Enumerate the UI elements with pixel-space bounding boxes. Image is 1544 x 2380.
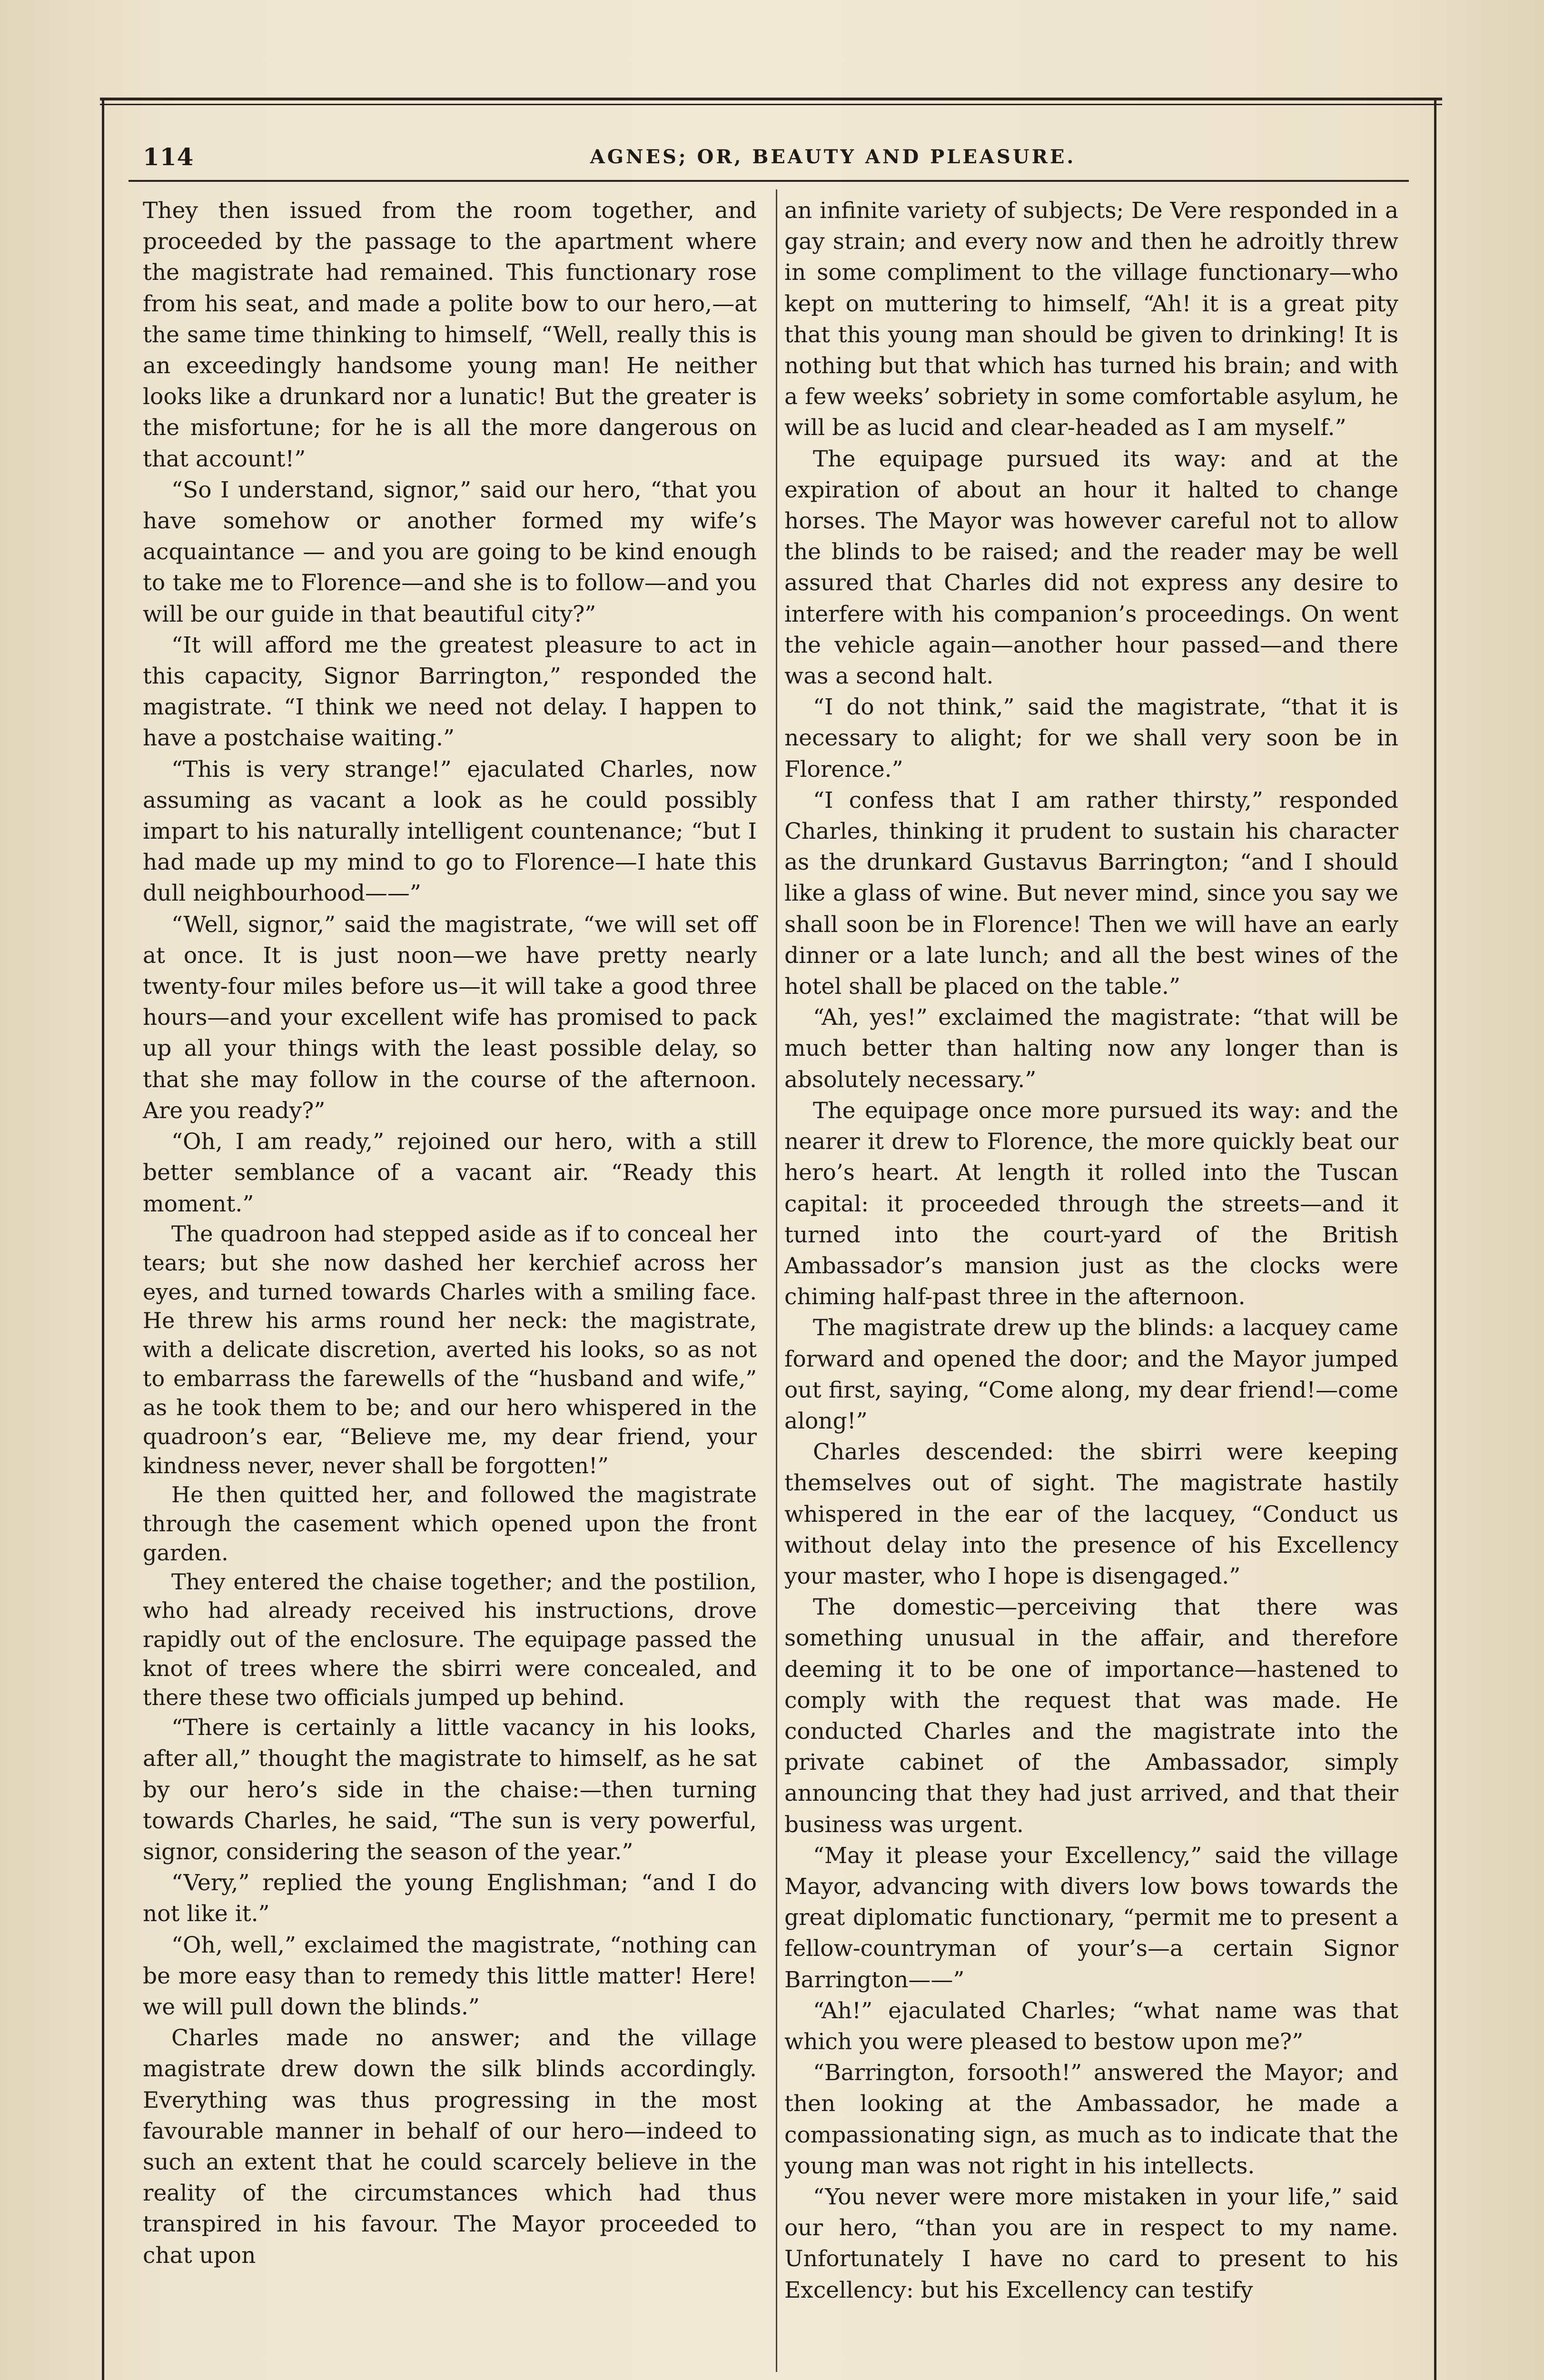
paragraph: They then issued from the room together, and proceeded by the passage to the apartment where the magistrate had remained. This functionary rose from his seat, and made a polite bow to our hero,—at the same time thinking to himself, “Well, really this is an exceedingly handsome young man! He neither looks like a drunkard nor a lunatic! But the greater is the misfortune; for he is all the more dangerous on that account!” — [143, 198, 757, 472]
paragraph: “Ah!” ejaculated Charles; “what name was that which you were pleased to bestow upon me?” — [784, 1997, 1398, 2055]
paragraph: The magistrate drew up the blinds: a lacquey came forward and opened the door; and the Mayor jumped out first, saying, “Come along, my dear friend!—come along!” — [784, 1315, 1398, 1434]
running-title: AGNES; OR, BEAUTY AND PLEASURE. — [590, 146, 1076, 168]
column-divider — [776, 189, 777, 2372]
paragraph: “So I understand, signor,” said our hero, “that you have somehow or another formed my wife’s acquaintance — and you are going to be kind enough to take me to Florence—and she is to follow—and you will be our guide in that beautiful city?” — [143, 476, 757, 627]
paragraph: The quadroon had stepped aside as if to conceal her tears; but she now dashed her kerchief across her eyes, and turned towards Charles with a smiling face. He threw his arms round her neck: the magistrate, with a delicate discretion, averted his looks, so as not to embarrass the farewells of the “husband and wife,” as he took them to be; and our hero whispered in the quadroon’s ear, “Believe me, my dear friend, your kindness never, never shall be forgotten!” — [143, 1220, 757, 1478]
paragraph: The domestic—perceiving that there was something unusual in the affair, and therefore deeming it to be one of importance—hastened to comply with the request that was made. He conducted Charles and the magistrate into the private cabinet of the Ambassador, simply announcing that they had just arrived, and that their business was urgent. — [784, 1594, 1398, 1838]
paragraph: “Very,” replied the young Englishman; “and I do not like it.” — [143, 1870, 757, 1927]
paragraph: “There is certainly a little vacancy in his looks, after all,” thought the magistrate to himself, as he sat by our hero’s side in the chaise:—then turning towards Charles, he said, “The sun is very powerful, signor, considering the season of the year.” — [143, 1715, 757, 1865]
paragraph: “I do not think,” said the magistrate, “that it is necessary to alight; for we shall very soon be in Florence.” — [784, 694, 1398, 783]
paragraph: Charles made no answer; and the village magistrate drew down the silk blinds accordingly. Everything was thus progressing in the most favourable manner in behalf of our hero—indeed to such an extent that he could scarcely believe in the reality of the circumstances which had thus transpired in his favour. The Mayor proceeded to chat upon — [143, 2025, 757, 2269]
paragraph: “Ah, yes!” exclaimed the magistrate: “that will be much better than halting now any longer than is absolutely necessary.” — [784, 1004, 1398, 1093]
paragraph: “Oh, I am ready,” rejoined our hero, with a still better semblance of a vacant air. “Ready this moment.” — [143, 1129, 757, 1217]
paragraph: Charles descended: the sbirri were keeping themselves out of sight. The magistrate hastily whispered in the ear of the lacquey, “Conduct us without delay into the presence of his Excellency your master, who I hope is disengaged.” — [784, 1439, 1398, 1589]
paragraph: “Oh, well,” exclaimed the magistrate, “nothing can be more easy than to remedy this little matter! Here! we will pull down the blinds.” — [143, 1932, 757, 2020]
text-column-left — [143, 195, 757, 2271]
paragraph: “I confess that I am rather thirsty,” responded Charles, thinking it prudent to sustain his character as the drunkard Gustavus Barrington; “and I should like a glass of wine. But never mind, since you say we shall soon be in Florence! Then we will have an early dinner or a late lunch; and all the best wines of the hotel shall be placed on the table.” — [784, 787, 1398, 1000]
paragraph: an infinite variety of subjects; De Vere responded in a gay strain; and every now and then he adroitly threw in some compliment to the village functionary—who kept on muttering to himself, “Ah! it is a great pity that this young man should be given to drinking! It is nothing but that which has turned his brain; and with a few weeks’ sobriety in some comfortable asylum, he will be as lucid and clear-headed as I am myself.” — [784, 198, 1398, 441]
paragraph: “Well, signor,” said the magistrate, “we will set off at once. It is just noon—we have pretty nearly twenty-four miles before us—it will take a good three hours—and your excellent wife has promised to pack up all your things with the least possible delay, so that she may follow in the course of the afternoon. Are you ready?” — [143, 911, 757, 1124]
paragraph: “May it please your Excellency,” said the village Mayor, advancing with divers low bows towards the great diplomatic functionary, “permit me to present a fellow-countryman of your’s—a certain Signor Barrington——” — [784, 1842, 1398, 1993]
paragraph: The equipage pursued its way: and at the expiration of about an hour it halted to change horses. The Mayor was however careful not to allow the blinds to be raised; and the reader may be well assured that Charles did not express any desire to interfere with his companion’s proceedings. On went the vehicle again—another hour passed—and there was a second halt. — [784, 446, 1398, 690]
page-number: 114 — [143, 143, 194, 171]
top-border-rule-thin — [100, 104, 1442, 105]
paragraph: “This is very strange!” ejaculated Charles, now assuming as vacant a look as he could possibly impart to his naturally intelligent countenance; “but I had made up my mind to go to Florence—I hate this dull neighbourhood——” — [143, 756, 757, 907]
top-border-rule — [100, 98, 1442, 100]
paragraph: “Barrington, forsooth!” answered the Mayor; and then looking at the Ambassador, he made a compassionating sign, as much as to indicate that the young man was not right in his intellects. — [784, 2060, 1398, 2179]
right-border-rule — [1434, 98, 1436, 2380]
paragraph: The equipage once more pursued its way: and the nearer it drew to Florence, the more quickly beat our hero’s heart. At length it rolled into the Tuscan capital: it proceeded through the streets—and it turned into the court-yard of the British Ambassador’s mansion just as the clocks were chiming half-past three in the afternoon. — [784, 1097, 1398, 1310]
text-column-right — [784, 195, 1398, 2306]
paragraph: “You never were more mistaken in your life,” said our hero, “than you are in respect to my name. Unfortunately I have no card to present to his Excellency: but his Excellency can testify — [784, 2184, 1398, 2303]
paragraph: They entered the chaise together; and the postilion, who had already received his instructions, drove rapidly out of the enclosure. The equipage passed the knot of trees where the sbirri were concealed, and there these two officials jumped up behind. — [143, 1568, 757, 1711]
header-rule — [129, 180, 1409, 182]
paragraph: “It will afford me the greatest pleasure to act in this capacity, Signor Barrington,” responded the magistrate. “I think we need not delay. I happen to have a postchaise waiting.” — [143, 632, 757, 752]
left-border-rule — [102, 98, 104, 2380]
paragraph: He then quitted her, and followed the magistrate through the casement which opened upon the front garden. — [143, 1481, 757, 1566]
